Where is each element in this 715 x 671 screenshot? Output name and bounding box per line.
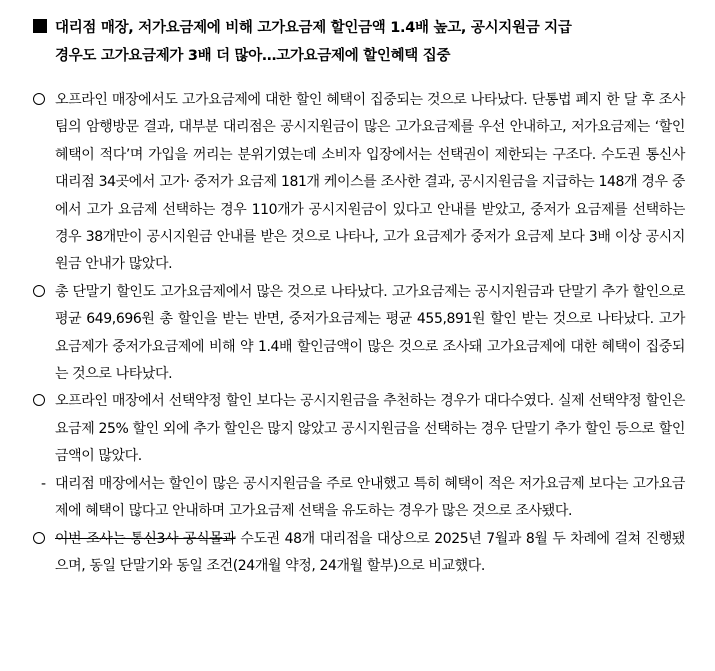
- bullet-item-text: 오프라인 매장에서 선택약정 할인 보다는 공시지원금을 추천하는 경우가 대다수였다. 실제 선택약정 할인은 요금제 25% 할인 외에 추가 할인은 많지 않았고 공시지원금을 선택하는 경우 단말기 추가 할인 등으로 할인 금액이 많았다.: [55, 393, 685, 465]
- bullet-item-text: 수도권 48개 대리점을 대상으로 2025년 7월과 8월 두 차례에 걸쳐 진행됐으며, 동일 단말기와 동일 조건(24개월 약정, 24개월 할부)으로 비교했다.: [55, 530, 685, 574]
- strikethrough-text: 이번 조사는 통신3사 공식몰과: [55, 530, 236, 547]
- dash-item-text: 대리점 매장에서는 할인이 많은 공시지원금을 주로 안내했고 특히 혜택이 적은 저가요금제 보다는 고가요금제에 혜택이 많다고 안내하며 고가요금제 선택을 유도하는 경우가 많은 것으로 조사됐다.: [55, 475, 685, 520]
- dash-item: [33, 471, 685, 526]
- dash-bullet-icon: -: [41, 475, 46, 492]
- header-line-2: 경우도 고가요금제가 3배 더 많아…고가요금제에 할인혜택 집중: [55, 48, 451, 64]
- circle-bullet-icon: [33, 285, 45, 297]
- header-line-1: 대리점 매장, 저가요금제에 비해 고가요금제 할인금액 1.4배 높고, 공시지원금 지급: [55, 20, 572, 36]
- section-header: [33, 14, 693, 70]
- black-square-icon: [33, 19, 47, 33]
- circle-bullet-icon: [33, 532, 45, 544]
- bullet-item-text: 총 단말기 할인도 고가요금제에서 많은 것으로 나타났다. 고가요금제는 공시지원금과 단말기 추가 할인으로 평균 649,696원 총 할인을 받는 반면, 중저가요금제는 평균 455,891원 할인 받는 것으로 나타났다. 고가요금제가 중저가요금제에 비해 약 1.4배 할인금액이 많은 것으로 조사돼 고가요금제에 대한 혜택이 집중되는 것으로 나타났다.: [55, 283, 685, 383]
- document-body: [33, 87, 685, 580]
- circle-bullet-icon: [33, 394, 45, 406]
- bullet-item-3: [33, 388, 685, 470]
- bullet-item-1: [33, 87, 685, 279]
- bullet-item-2: [33, 279, 685, 389]
- bullet-item-4: [33, 526, 685, 581]
- circle-bullet-icon: [33, 93, 45, 105]
- bullet-item-text: 오프라인 매장에서도 고가요금제에 대한 할인 혜택이 집중되는 것으로 나타났다. 단통법 폐지 한 달 후 조사팀의 암행방문 결과, 대부분 대리점은 공시지원금이 많은 고가요금제를 우선 안내하고, 저가요금제는 ‘할인 혜택이 적다’며 가입을 꺼리는 분위기였는데 소비자 입장에서는 선택권이 제한되는 구조다. 수도권 통신사 대리점 34곳에서 고가· 중저가 요금제 181개 케이스를 조사한 결과, 공시지원금을 지급하는 148개 경우 중에서 고가 요금제 선택하는 경우 110개가 공시지원금이 있다고 안내를 받았고, 중저가 요금제를 선택하는 경우 38개만이 공시지원금 안내를 받은 것으로 나타나, 고가 요금제가 중저가 요금제 보다 3배 이상 공시지원금 안내가 많았다.: [55, 92, 685, 273]
